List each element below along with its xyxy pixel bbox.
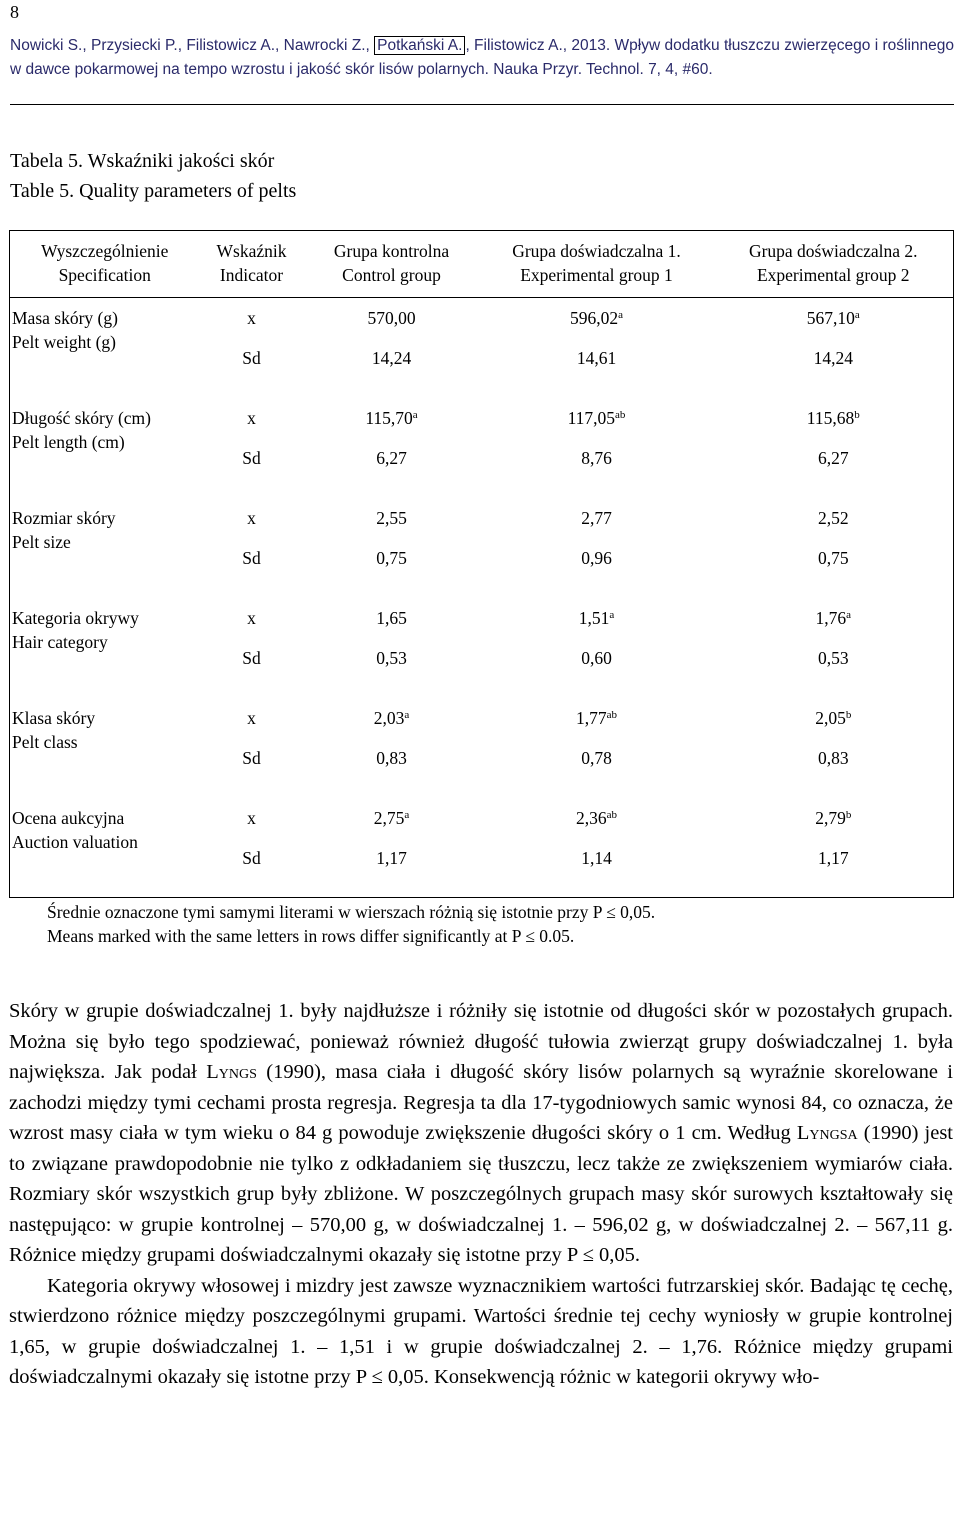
row-specification: Długość skóry (cm) Pelt length (cm) — [12, 407, 152, 452]
page-number: 8 — [10, 2, 19, 22]
table-header-row — [10, 231, 954, 298]
table-row — [10, 698, 954, 798]
cell-value: 0,83 — [376, 747, 407, 768]
highlighted-author[interactable]: Potkański A. — [374, 36, 465, 55]
cell-value: 2,36$^{ab}$ — [575, 807, 617, 828]
citation — [10, 34, 954, 82]
cell-value: 1,65 — [376, 607, 407, 628]
cell-value: 2,52 — [817, 507, 849, 528]
cell-value: 0,96 — [581, 547, 612, 568]
citation-divider — [10, 104, 954, 105]
cell-value: 0,83 — [817, 747, 849, 768]
cell-value: 115,68$^b$ — [806, 407, 860, 428]
citation-authors: Nowicki S., Przysiecki P., Filistowicz A., Nawrocki Z., — [10, 37, 375, 54]
cell-value: 1,14 — [581, 847, 612, 868]
citation-rest: , Filistowicz A., 2013. Wpływ dodatku tłuszczu zwierzęcego i roślinnego w dawce pokarmowej na tempo wzrostu i jakość skór lisów polarnych. Nauka Przyr. Technol. 7, 4, #60. — [10, 37, 955, 78]
row-indicator: x Sd — [242, 607, 261, 668]
row-experimental-1 — [480, 398, 714, 498]
cell-value: 1,76$^a$ — [815, 607, 851, 628]
row-indicator: x Sd — [242, 707, 261, 768]
row-control — [304, 298, 480, 398]
row-experimental-2 — [714, 598, 954, 698]
row-control — [304, 798, 480, 898]
table-row — [10, 598, 954, 698]
row-experimental-2 — [714, 498, 954, 598]
cell-value: 2,75$^a$ — [373, 807, 410, 828]
header-control-group: Grupa kontrolna Control group — [304, 231, 480, 298]
header-experimental-group-1: Grupa doświadczalna 1. Experimental group 1 — [480, 231, 714, 298]
quality-table — [9, 230, 954, 898]
row-control — [304, 598, 480, 698]
table-footnotes — [47, 900, 655, 948]
cell-value: 2,77 — [581, 507, 612, 528]
cell-value: 6,27 — [817, 447, 849, 468]
row-experimental-1 — [480, 698, 714, 798]
header-specification: Wyszczególnienie Specification — [10, 231, 200, 298]
footnote-pl: Średnie oznaczone tymi samymi literami w wierszach różnią się istotnie przy P ≤ 0,05. — [47, 902, 656, 922]
caption-pl: Tabela 5. Wskaźniki jakości skór — [10, 150, 275, 172]
row-experimental-1 — [480, 298, 714, 398]
cell-value: 2,03$^a$ — [373, 707, 410, 728]
row-specification: Masa skóry (g) Pelt weight (g) — [12, 308, 118, 352]
table-row — [10, 298, 954, 398]
cell-value: 14,24 — [371, 348, 412, 368]
row-experimental-2 — [714, 398, 954, 498]
cell-value: 0,75 — [817, 547, 849, 568]
table-row — [10, 798, 954, 898]
cell-value: 117,05$^{ab}$ — [567, 407, 626, 428]
row-specification: Ocena aukcyjna Auction valuation — [12, 807, 138, 852]
paragraph-1: Skóry w grupie doświadczalnej 1. były najdłuższe i różniły się istotnie od długości skór w pozostałych grupach. Można się było tego spodziewać, ponieważ również długość tułowia zwierząt grupy doświadczalnej 1. była największa. Jak podał Lyngs (1990), masa ciała i długość skóry lisów polarnych są wyraźnie skorelowane i zachodzi między tymi cechami prosta regresja. Regresja ta dla 17-tygodniowych samic wynosi 84, co oznacza, że wzrost masy ciała w tym wieku o 84 g powoduje zwiększenie długości skóry o 1 cm. Według Lyngsa (1990) jest to związane prawdopodobnie nie tylko z odkładaniem się tłuszczu, lecz także ze zwiększeniem wymiarów ciała. Rozmiary skór wszystkich grup były zbliżone. W poszczególnych grupach masy skór surowych kształtowały się następująco: w grupie kontrolnej – 570,00 g, w doświadczalnej 1. – 596,02 g, w doświadczalnej 2. – 567,11 g. Różnice między grupami doświadczalnymi okazały się istotne przy P ≤ 0,05. — [9, 1000, 954, 1266]
header-experimental-group-2: Grupa doświadczalna 2. Experimental group 2 — [714, 231, 954, 298]
cell-value: 6,27 — [376, 447, 407, 468]
cell-value: 14,61 — [576, 348, 617, 368]
caption-en: Table 5. Quality parameters of pelts — [10, 180, 297, 202]
cell-value: 0,53 — [817, 647, 849, 668]
row-control — [304, 698, 480, 798]
row-indicator: x Sd — [242, 407, 261, 468]
table-row — [10, 498, 954, 598]
cell-value: 0,75 — [376, 547, 407, 568]
cell-value: 1,51$^a$ — [578, 607, 615, 628]
cell-value: 570,00 — [367, 308, 416, 328]
row-indicator: x Sd — [242, 507, 261, 568]
cell-value: 14,24 — [813, 348, 853, 368]
body-text — [9, 996, 953, 1393]
row-specification: Klasa skóry Pelt class — [12, 707, 96, 752]
author-citation: Lyngs — [206, 1061, 257, 1083]
cell-value: 567,10$^a$ — [806, 308, 860, 328]
cell-value: 1,17 — [817, 847, 849, 868]
author-citation: Lyngsa — [796, 1122, 858, 1144]
row-specification: Kategoria okrywy Hair category — [12, 607, 139, 652]
cell-value: 1,77$^{ab}$ — [575, 707, 617, 728]
row-experimental-2 — [714, 298, 954, 398]
cell-value: 2,05$^b$ — [815, 707, 852, 728]
row-experimental-1 — [480, 798, 714, 898]
cell-value: 115,70$^a$ — [365, 407, 418, 428]
row-experimental-1 — [480, 598, 714, 698]
cell-value: 1,17 — [376, 847, 407, 868]
row-experimental-2 — [714, 698, 954, 798]
row-indicator: x Sd — [242, 807, 261, 868]
table-caption — [10, 146, 296, 206]
table-row — [10, 398, 954, 498]
row-experimental-2 — [714, 798, 954, 898]
paragraph-2: Kategoria okrywy włosowej i mizdry jest zawsze wyznacznikiem wartości futrzarskiej skór. Badając tę cechę, stwierdzono różnice między poszczególnymi grupami. Wartości średnie tej cechy wyniosły w grupie kontrolnej 1,65, w grupie doświadczalnej 1. – 1,51 i w grupie doświadczalnej 2. – 1,76. Różnice między grupami doświadczalnymi okazały się istotne przy P ≤ 0,05. Konsekwencją różnic w kategorii okrywy wło- — [9, 1274, 953, 1388]
header-indicator: Wskaźnik Indicator — [200, 231, 304, 298]
cell-value: 2,79$^b$ — [815, 807, 852, 828]
footnote-en: Means marked with the same letters in rows differ significantly at P ≤ 0.05. — [47, 926, 575, 946]
row-control — [304, 498, 480, 598]
cell-value: 8,76 — [581, 447, 612, 468]
row-experimental-1 — [480, 498, 714, 598]
row-indicator: x Sd — [242, 308, 261, 368]
cell-value: 0,78 — [581, 747, 612, 768]
cell-value: 0,60 — [581, 647, 612, 668]
cell-value: 596,02$^a$ — [569, 308, 623, 328]
row-control — [304, 398, 480, 498]
cell-value: 2,55 — [376, 507, 407, 528]
cell-value: 0,53 — [376, 647, 407, 668]
row-specification: Rozmiar skóry Pelt size — [12, 507, 116, 552]
